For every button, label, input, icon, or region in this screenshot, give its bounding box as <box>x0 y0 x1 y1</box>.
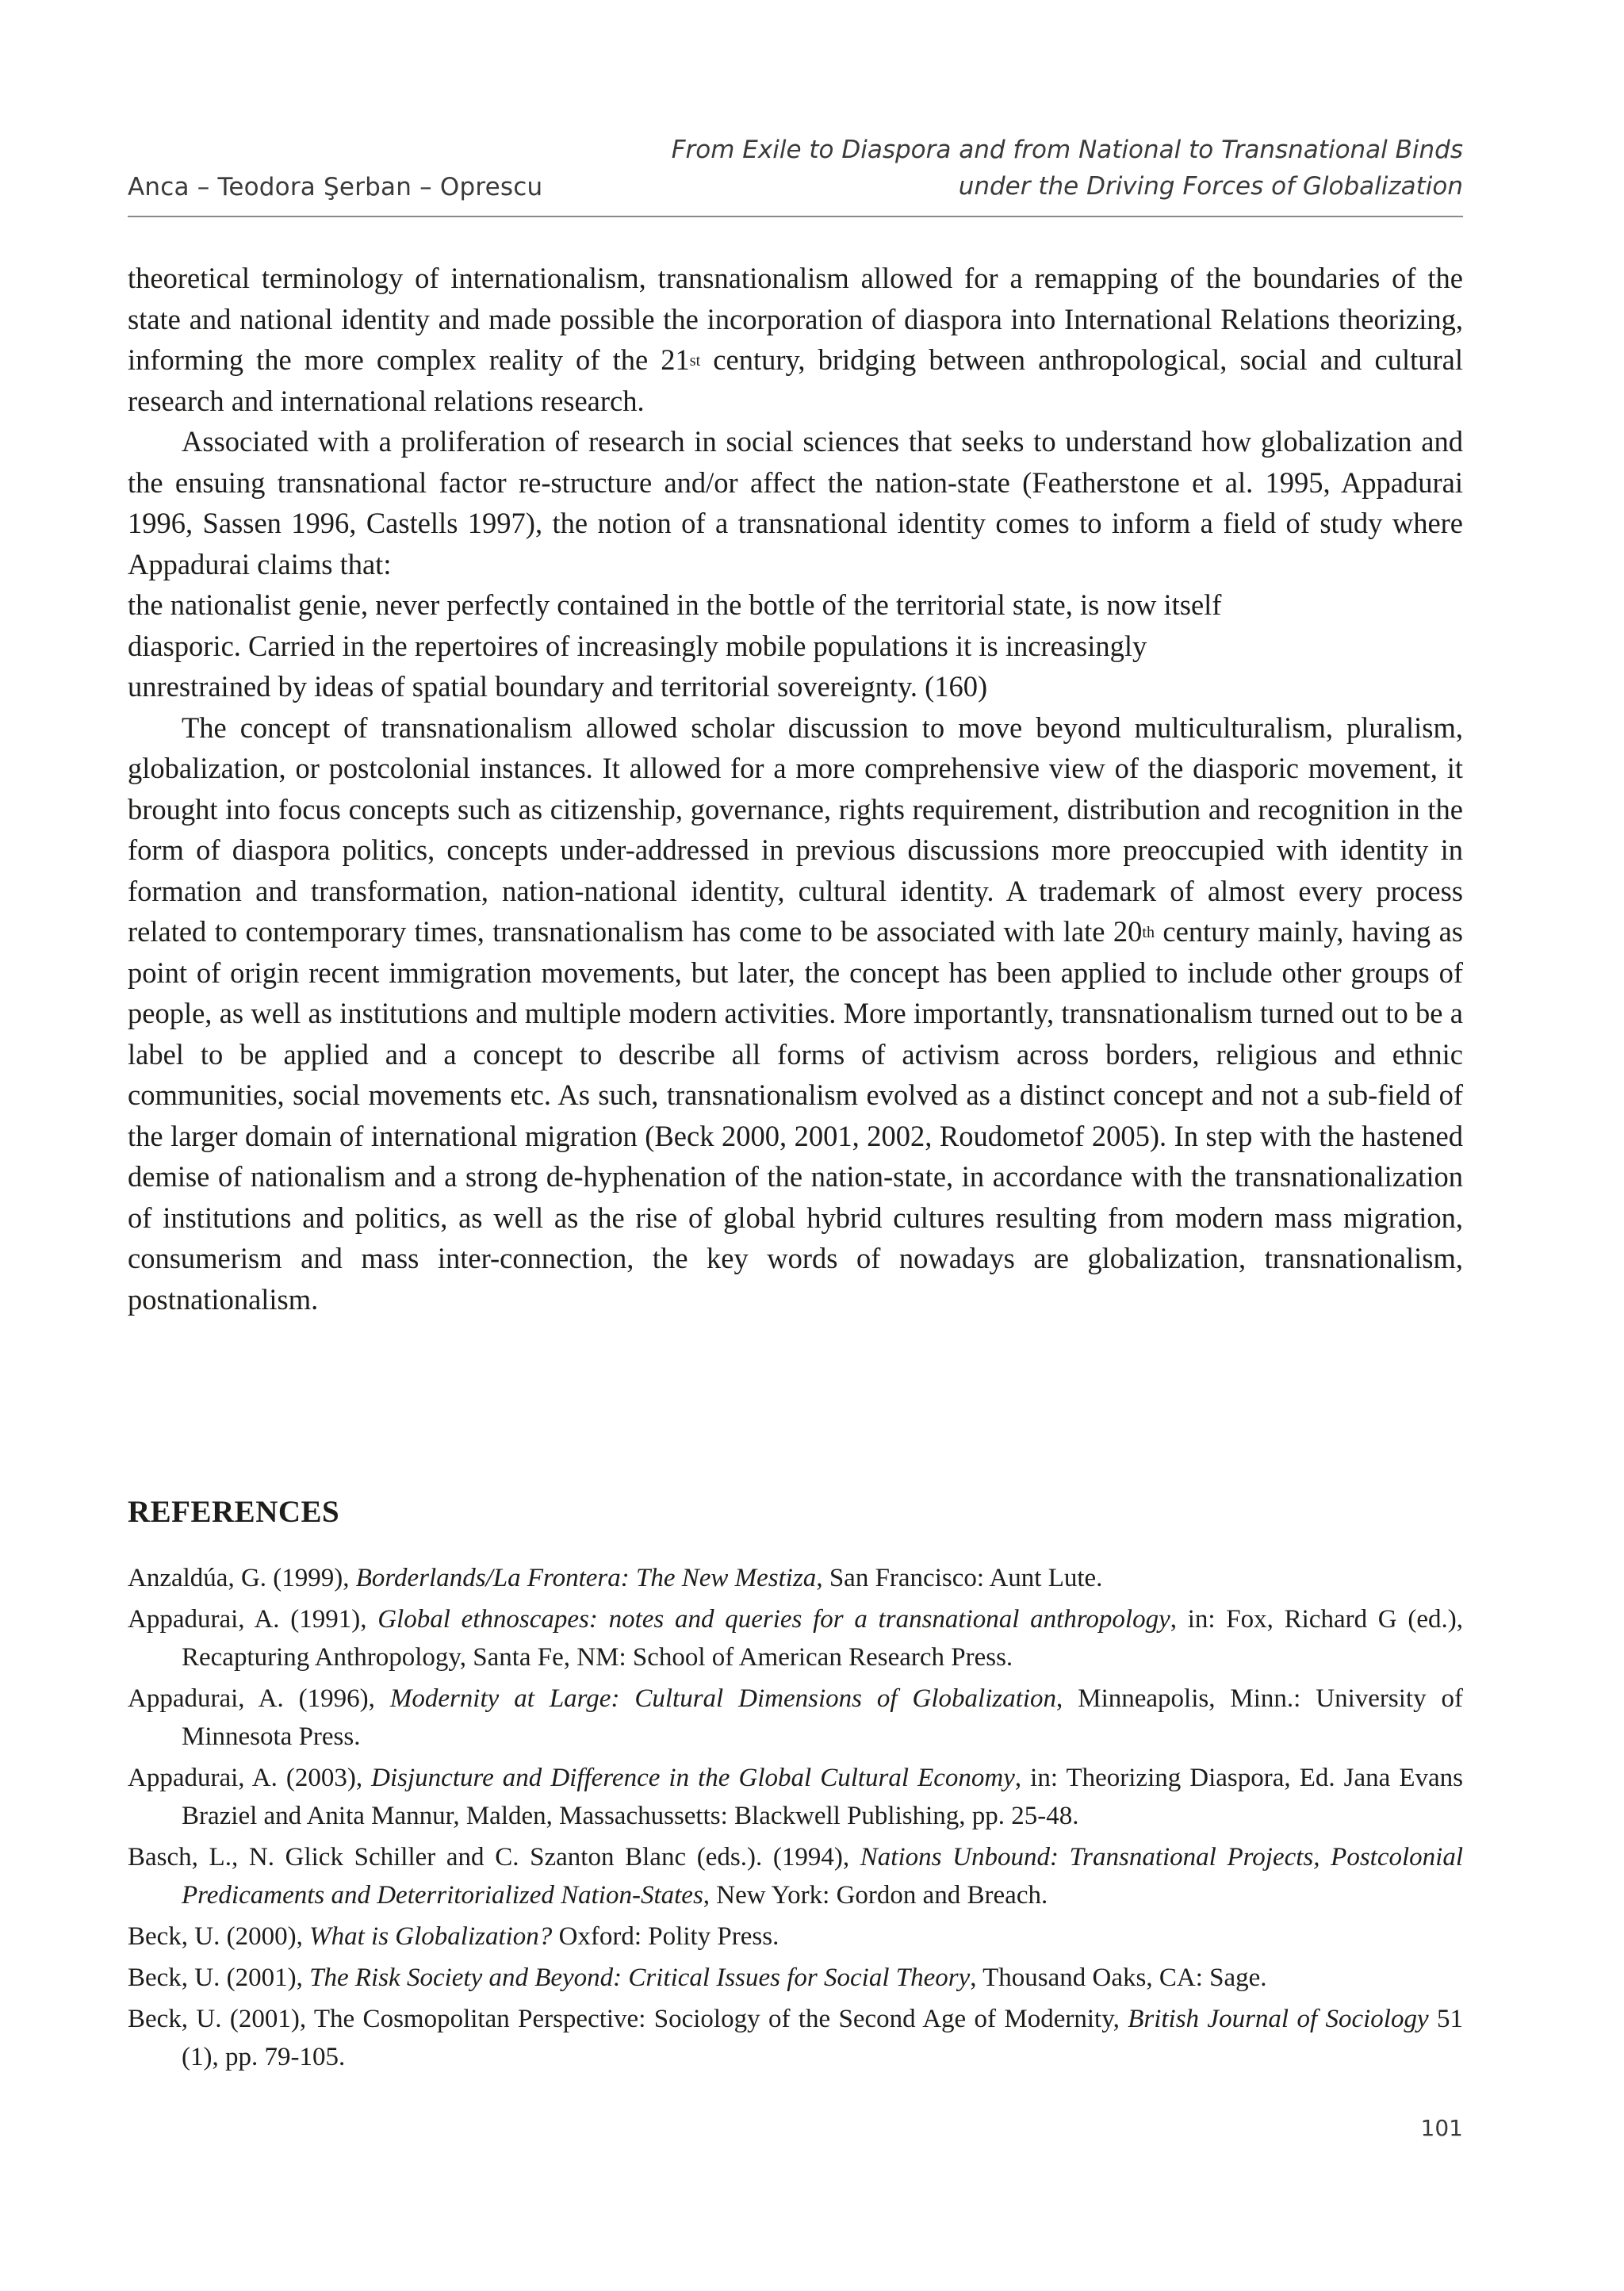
paragraph-3-text-a: The concept of transnationalism allowed scholar discussion to move beyond multiculturalism, pluralism, globalization, or postcolonial instances. It allowed for a more comprehensive view of the diasporic movement, it brought into focus concepts such as citizenship, governance, rights requirement, distribution and recognition in the form of diaspora politics, concepts under-addressed in previous discussions more preoccupied with identity in formation and transformation, nation-national identity, cultural identity. A trademark of almost every process related to contemporary times, transnationalism has come to be associated with late 20 <box>128 711 1463 948</box>
paragraph-1-text-b: century, bridging between anthropological, social and cultural research and international relations research. <box>128 343 1463 417</box>
paragraph-3-text-b: century mainly, having as point of origin recent immigration movements, but later, the concept has been applied to include other groups of people, as well as institutions and multiple modern activities. More importantly, transnationalism turned out to be a label to be applied and a concept to describe all forms of activism across borders, religious and ethnic communities, social movements etc. As such, transnationalism evolved as a distinct concept and not a sub-field of the larger domain of international migration (Beck 2000, 2001, 2002, Roudometof 2005). In step with the hastened demise of nationalism and a strong de-hyphenation of the nation-state, in accordance with the transnationalization of institutions and politics, as well as the rise of global hybrid cultures resulting from modern mass migration, consumerism and mass inter-connection, the key words of nowadays are globalization, transnationalism, postnationalism. <box>128 915 1463 1316</box>
reference-item <box>128 1959 1463 1997</box>
header-title-line-2: under the Driving Forces of Globalization <box>958 172 1463 201</box>
reference-pre: Appadurai, A. (1996), <box>128 1684 390 1713</box>
reference-post: , Minneapolis, Minn.: University of Minnesota Press. <box>182 1684 1463 1751</box>
reference-title: The Risk Society and Beyond: Critical Issues for Social Theory <box>309 1963 971 1992</box>
reference-item <box>128 1917 1463 1956</box>
paragraph-3-superscript: th <box>1142 923 1155 941</box>
reference-pre: Appadurai, A. (2003), <box>128 1764 372 1792</box>
reference-post: , in: Fox, Richard G (ed.), Recapturing Anthropology, Santa Fe, NM: School of American Research Press. <box>182 1605 1463 1672</box>
reference-pre: Beck, U. (2001), The Cosmopolitan Perspective: Sociology of the Second Age of Modernity, <box>128 2005 1128 2033</box>
reference-post: , San Francisco: Aunt Lute. <box>816 1564 1103 1592</box>
header-author: Anca – Teodora Şerban – Oprescu <box>128 173 543 201</box>
reference-pre: Beck, U. (2000), <box>128 1922 310 1951</box>
reference-post: Oxford: Polity Press. <box>552 1922 779 1951</box>
reference-item <box>128 1559 1463 1597</box>
reference-post: , in: Theorizing Diaspora, Ed. Jana Evans Braziel and Anita Mannur, Malden, Massachussetts: Blackwell Publishing, pp. 25-48. <box>182 1764 1463 1830</box>
paragraph-1-text-a: theoretical terminology of internationalism, transnationalism allowed for a remapping of the boundaries of the state and national identity and made possible the incorporation of diaspora into International Relations theorizing, informing the more complex reality of the 21 <box>128 262 1463 376</box>
reference-title: Modernity at Large: Cultural Dimensions of Globalization <box>389 1684 1057 1713</box>
body-text <box>128 258 1463 1320</box>
references-list <box>128 1559 1463 2079</box>
reference-pre: Basch, L., N. Glick Schiller and C. Szanton Blanc (eds.). (1994), <box>128 1843 860 1871</box>
references-heading: REFERENCES <box>128 1495 340 1529</box>
reference-item <box>128 1600 1463 1676</box>
reference-post: 51 (1), pp. 79-105. <box>182 2005 1463 2071</box>
reference-pre: Anzaldúa, G. (1999), <box>128 1564 356 1592</box>
reference-title: Nations Unbound: Transnational Projects, Postcolonial Predicaments and Deterritorialized Nation-States <box>182 1843 1463 1910</box>
paragraph-1-superscript: st <box>689 351 701 370</box>
reference-item <box>128 2000 1463 2076</box>
page-number: 101 <box>1420 2115 1463 2141</box>
running-header <box>128 132 1463 217</box>
header-title <box>672 132 1463 205</box>
reference-title: What is Globalization? <box>309 1922 553 1951</box>
paragraph-3 <box>128 707 1463 1320</box>
reference-title: Borderlands/La Frontera: The New Mestiza <box>355 1564 817 1592</box>
reference-title: British Journal of Sociology <box>1128 2005 1429 2033</box>
paragraph-1 <box>128 258 1463 421</box>
reference-pre: Appadurai, A. (1991), <box>128 1605 378 1634</box>
paragraph-2: Associated with a proliferation of research in social sciences that seeks to understand how globalization and the ensuing transnational factor re-structure and/or affect the nation-state (Featherstone et al. 1995, Appadurai 1996, Sassen 1996, Castells 1997), the notion of a transnational identity comes to inform a field of study where Appadurai claims that: <box>128 425 1463 580</box>
reference-title: Global ethnoscapes: notes and queries for a transnational anthropology <box>377 1605 1170 1634</box>
reference-item <box>128 1759 1463 1835</box>
header-title-line-1: From Exile to Diaspora and from National to Transnational Binds <box>671 136 1463 164</box>
reference-post: , Thousand Oaks, CA: Sage. <box>970 1963 1267 1992</box>
reference-title: Disjuncture and Difference in the Global Cultural Economy <box>371 1764 1015 1792</box>
reference-pre: Beck, U. (2001), <box>128 1963 310 1992</box>
block-quote: the nationalist genie, never perfectly contained in the bottle of the territorial state, is now itself diasporic. Carried in the repertoires of increasingly mobile populations it is increasingly unrestrained by ideas of spatial boundary and territorial sovereignty. (160) <box>128 588 1222 703</box>
reference-post: , New York: Gordon and Breach. <box>703 1881 1048 1910</box>
reference-item <box>128 1838 1463 1914</box>
reference-item <box>128 1680 1463 1756</box>
